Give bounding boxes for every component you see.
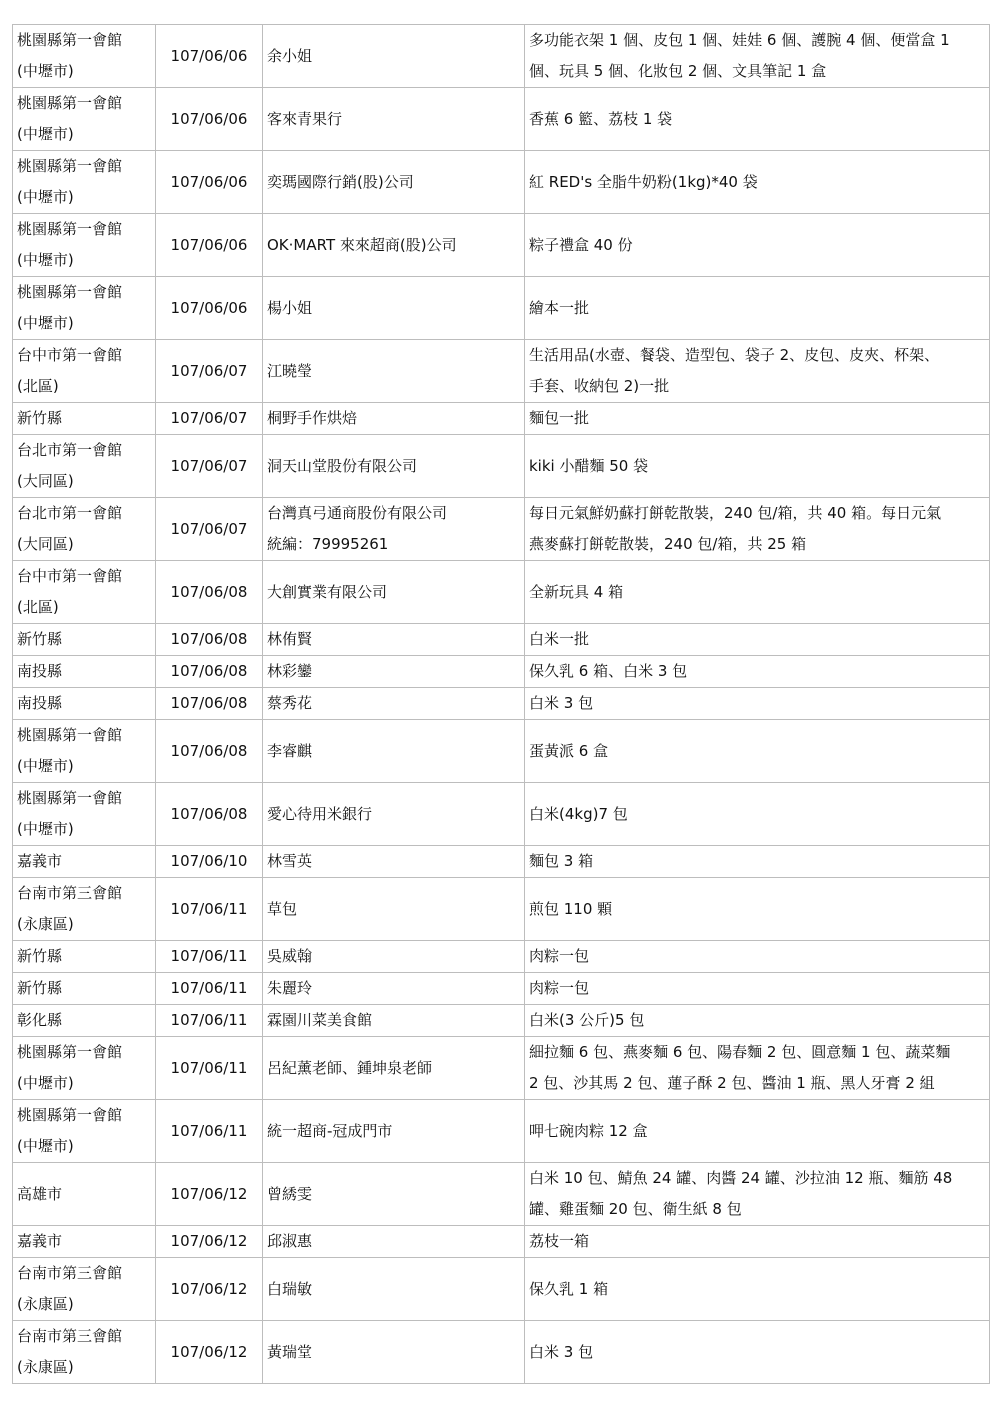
date-cell: 107/06/08 [156,624,263,656]
items-cell [525,656,990,688]
donor-cell-line: 邱淑惠 [267,1232,313,1250]
branch-cell-line: (北區) [17,598,59,616]
date-cell: 107/06/12 [156,1226,263,1258]
donor-cell [263,1100,525,1163]
donor-cell [263,498,525,561]
items-cell-line: 麵包一批 [529,409,590,427]
items-cell-line: 紅 RED's 全脂牛奶粉(1kg)*40 袋 [529,172,758,191]
items-cell-line: 細拉麵 6 包、燕麥麵 6 包、陽春麵 2 包、圓意麵 1 包、蔬菜麵 [529,1043,951,1061]
date-cell: 107/06/06 [156,88,263,151]
donor-cell [263,435,525,498]
date-cell: 107/06/08 [156,656,263,688]
donor-cell-line: 林侑賢 [267,630,313,648]
branch-cell-line: (中壢市) [17,1137,74,1155]
branch-cell [13,688,156,720]
donor-cell-line: 愛心待用米銀行 [267,804,373,823]
table-row [13,688,990,720]
date-cell: 107/06/12 [156,1258,263,1321]
donor-cell-line: 奕瑪國際行銷(股)公司 [267,172,414,191]
table-row [13,846,990,878]
table-row [13,783,990,846]
table-row [13,1321,990,1384]
donor-cell [263,561,525,624]
branch-cell [13,878,156,941]
donor-cell-line: 統一超商-冠成門市 [267,1121,393,1140]
items-cell [525,720,990,783]
table-row [13,1226,990,1258]
branch-cell-line: (北區) [17,377,59,395]
items-cell-line: 全新玩具 4 箱 [529,582,624,601]
date-cell: 107/06/11 [156,973,263,1005]
date-cell: 107/06/07 [156,403,263,435]
table-row [13,277,990,340]
items-cell-line: 2 包、沙其馬 2 包、蓮子酥 2 包、醬油 1 瓶、黑人牙膏 2 組 [529,1074,935,1092]
items-cell [525,214,990,277]
table-row [13,973,990,1005]
items-cell-line: 手套、收納包 2)一批 [529,377,670,395]
branch-cell-line: (中壢市) [17,757,74,775]
date-cell: 107/06/12 [156,1163,263,1226]
donor-cell [263,941,525,973]
items-cell-line: 白米一批 [529,630,590,648]
branch-cell-line: (中壢市) [17,188,74,206]
donor-cell [263,720,525,783]
branch-cell-line: 彰化縣 [17,1011,63,1029]
items-cell-line: 煎包 110 顆 [529,899,613,918]
donor-cell [263,688,525,720]
branch-cell [13,340,156,403]
items-cell [525,878,990,941]
branch-cell [13,846,156,878]
table-row [13,878,990,941]
items-cell [525,783,990,846]
date-cell: 107/06/06 [156,214,263,277]
branch-cell [13,1005,156,1037]
table-row [13,720,990,783]
date-cell: 107/06/06 [156,25,263,88]
branch-cell-line: 新竹縣 [17,979,63,997]
date-cell: 107/06/06 [156,151,263,214]
items-cell-line: 多功能衣架 1 個、皮包 1 個、娃娃 6 個、護腕 4 個、便當盒 1 [529,31,950,49]
items-cell [525,941,990,973]
donor-cell [263,1037,525,1100]
items-cell [525,1258,990,1321]
date-cell: 107/06/06 [156,277,263,340]
items-cell-line: 蛋黃派 6 盒 [529,741,609,760]
date-cell: 107/06/11 [156,1037,263,1100]
table-row [13,340,990,403]
branch-cell-line: 新竹縣 [17,630,63,648]
donor-cell [263,1258,525,1321]
donor-cell-line: OK·MART 來來超商(股)公司 [267,235,457,254]
items-cell [525,1100,990,1163]
branch-cell-line: (中壢市) [17,125,74,143]
branch-cell [13,783,156,846]
branch-cell [13,88,156,151]
items-cell [525,340,990,403]
items-cell-line: 繪本一批 [529,298,590,317]
table-row [13,656,990,688]
branch-cell-line: (中壢市) [17,314,74,332]
branch-cell-line: (大同區) [17,535,74,553]
donor-cell [263,624,525,656]
donor-cell-line: 統編：79995261 [267,535,389,553]
donor-cell-line: 大創實業有限公司 [267,582,388,601]
table-row [13,214,990,277]
table-row [13,941,990,973]
table-row [13,624,990,656]
donor-cell [263,340,525,403]
branch-cell-line: 台中市第一會館 [17,567,123,585]
donor-cell [263,1321,525,1384]
donor-cell [263,656,525,688]
items-cell [525,88,990,151]
donor-cell-line: 余小姐 [267,46,313,65]
branch-cell [13,214,156,277]
branch-cell-line: (中壢市) [17,251,74,269]
date-cell: 107/06/10 [156,846,263,878]
items-cell-line: 肉粽一包 [529,979,590,997]
items-cell-line: 白米(3 公斤)5 包 [529,1011,645,1029]
items-cell [525,688,990,720]
branch-cell-line: (永康區) [17,1295,74,1313]
table-row [13,1005,990,1037]
items-cell [525,561,990,624]
table-row [13,561,990,624]
branch-cell-line: 新竹縣 [17,409,63,427]
date-cell: 107/06/08 [156,783,263,846]
items-cell-line: 呷七碗肉粽 12 盒 [529,1121,648,1140]
branch-cell-line: (中壢市) [17,820,74,838]
items-cell-line: 香蕉 6 籃、荔枝 1 袋 [529,109,673,128]
items-cell-line: 肉粽一包 [529,947,590,965]
items-cell [525,624,990,656]
branch-cell [13,973,156,1005]
table-row [13,1037,990,1100]
branch-cell [13,151,156,214]
branch-cell-line: 台南市第三會館 [17,1327,123,1345]
items-cell-line: 保久乳 1 箱 [529,1279,609,1298]
branch-cell-line: 桃園縣第一會館 [17,220,123,238]
donor-cell-line: 林彩鑾 [267,662,313,680]
branch-cell [13,561,156,624]
donor-cell [263,1005,525,1037]
donor-cell [263,403,525,435]
branch-cell-line: 台南市第三會館 [17,1264,123,1282]
branch-cell [13,656,156,688]
items-cell-line: 白米(4kg)7 包 [529,804,628,823]
date-cell: 107/06/07 [156,340,263,403]
donor-cell-line: 曾綉雯 [267,1184,313,1203]
items-cell-line: 生活用品(水壺、餐袋、造型包、袋子 2、皮包、皮夾、杯架、 [529,346,940,364]
donor-cell-line: 蔡秀花 [267,694,313,712]
branch-cell [13,624,156,656]
date-cell: 107/06/08 [156,561,263,624]
items-cell [525,1037,990,1100]
branch-cell-line: 桃園縣第一會館 [17,157,123,175]
donor-cell-line: 吳威翰 [267,947,313,965]
items-cell [525,1163,990,1226]
branch-cell [13,403,156,435]
table-row [13,435,990,498]
date-cell: 107/06/12 [156,1321,263,1384]
items-cell-line: 保久乳 6 箱、白米 3 包 [529,662,688,680]
branch-cell-line: 桃園縣第一會館 [17,94,123,112]
branch-cell-line: 桃園縣第一會館 [17,283,123,301]
items-cell [525,973,990,1005]
branch-cell [13,25,156,88]
items-cell [525,277,990,340]
donor-cell [263,1163,525,1226]
donor-cell [263,277,525,340]
donor-cell-line: 楊小姐 [267,298,313,317]
branch-cell [13,1226,156,1258]
items-cell [525,25,990,88]
items-cell-line: 個、玩具 5 個、化妝包 2 個、文具筆記 1 盒 [529,62,827,80]
date-cell: 107/06/07 [156,435,263,498]
table-row [13,1100,990,1163]
donor-cell-line: 呂紀薰老師、鍾坤泉老師 [267,1058,433,1077]
date-cell: 107/06/08 [156,688,263,720]
branch-cell-line: 台中市第一會館 [17,346,123,364]
donor-cell-line: 客來青果行 [267,109,343,128]
donor-cell-line: 黃瑞堂 [267,1342,313,1361]
donor-cell-line: 白瑞敏 [267,1279,313,1298]
donor-cell [263,783,525,846]
branch-cell-line: (永康區) [17,1358,74,1376]
branch-cell-line: 嘉義市 [17,1232,63,1250]
items-cell-line: 燕麥蘇打餅乾散裝，240 包/箱，共 25 箱 [529,535,807,553]
items-cell [525,1321,990,1384]
donation-table [12,24,990,1384]
donor-cell [263,973,525,1005]
items-cell [525,498,990,561]
branch-cell [13,1037,156,1100]
date-cell: 107/06/11 [156,1100,263,1163]
branch-cell [13,498,156,561]
branch-cell-line: 桃園縣第一會館 [17,789,123,807]
date-cell: 107/06/08 [156,720,263,783]
donor-cell-line: 林雪英 [267,852,313,870]
branch-cell-line: (大同區) [17,472,74,490]
donor-cell-line: 李睿麒 [267,741,313,760]
donor-cell-line: 洞天山堂股份有限公司 [267,456,418,475]
items-cell [525,403,990,435]
items-cell-line: 白米 3 包 [529,694,594,712]
branch-cell-line: 台北市第一會館 [17,504,123,522]
branch-cell [13,1258,156,1321]
branch-cell [13,277,156,340]
donor-cell-line: 江曉瑩 [267,361,313,380]
branch-cell-line: 嘉義市 [17,852,63,870]
items-cell [525,846,990,878]
branch-cell-line: 台南市第三會館 [17,884,123,902]
items-cell-line: 每日元氣鮮奶蘇打餅乾散裝，240 包/箱，共 40 箱。每日元氣 [529,504,942,522]
branch-cell-line: 桃園縣第一會館 [17,1043,123,1061]
table-body [13,25,990,1384]
branch-cell-line: 新竹縣 [17,947,63,965]
branch-cell [13,941,156,973]
items-cell [525,151,990,214]
branch-cell-line: (中壢市) [17,1074,74,1092]
donor-cell-line: 草包 [267,899,298,918]
items-cell-line: 白米 3 包 [529,1342,594,1361]
items-cell-line: 白米 10 包、鯖魚 24 罐、肉醬 24 罐、沙拉油 12 瓶、麵筋 48 [529,1169,953,1187]
branch-cell-line: 桃園縣第一會館 [17,31,123,49]
date-cell: 107/06/07 [156,498,263,561]
table-row [13,498,990,561]
donor-cell [263,846,525,878]
donor-cell [263,1226,525,1258]
donor-cell-line: 桐野手作烘焙 [267,409,358,427]
donor-cell [263,88,525,151]
table-row [13,1163,990,1226]
branch-cell [13,1100,156,1163]
donor-cell-line: 朱麗玲 [267,979,313,997]
date-cell: 107/06/11 [156,941,263,973]
date-cell: 107/06/11 [156,878,263,941]
branch-cell [13,720,156,783]
items-cell [525,435,990,498]
branch-cell-line: 南投縣 [17,694,63,712]
branch-cell-line: 南投縣 [17,662,63,680]
items-cell-line: 粽子禮盒 40 份 [529,235,633,254]
items-cell-line: 麵包 3 箱 [529,852,594,870]
branch-cell-line: 桃園縣第一會館 [17,1106,123,1124]
branch-cell-line: 高雄市 [17,1184,63,1203]
branch-cell-line: 桃園縣第一會館 [17,726,123,744]
branch-cell-line: (中壢市) [17,62,74,80]
table-row [13,151,990,214]
items-cell [525,1226,990,1258]
table-row [13,25,990,88]
items-cell-line: 荔枝一箱 [529,1232,590,1250]
branch-cell-line: (永康區) [17,915,74,933]
branch-cell [13,1321,156,1384]
items-cell [525,1005,990,1037]
donor-cell [263,214,525,277]
branch-cell [13,435,156,498]
donor-cell-line: 霖園川菜美食館 [267,1011,373,1029]
items-cell-line: kiki 小醋麵 50 袋 [529,456,649,475]
donor-cell [263,151,525,214]
date-cell: 107/06/11 [156,1005,263,1037]
table-row [13,1258,990,1321]
table-row [13,403,990,435]
branch-cell-line: 台北市第一會館 [17,441,123,459]
table-row [13,88,990,151]
items-cell-line: 罐、雞蛋麵 20 包、衛生紙 8 包 [529,1200,742,1218]
donor-cell-line: 台灣真弓通商股份有限公司 [267,504,448,522]
donor-cell [263,878,525,941]
branch-cell [13,1163,156,1226]
donor-cell [263,25,525,88]
